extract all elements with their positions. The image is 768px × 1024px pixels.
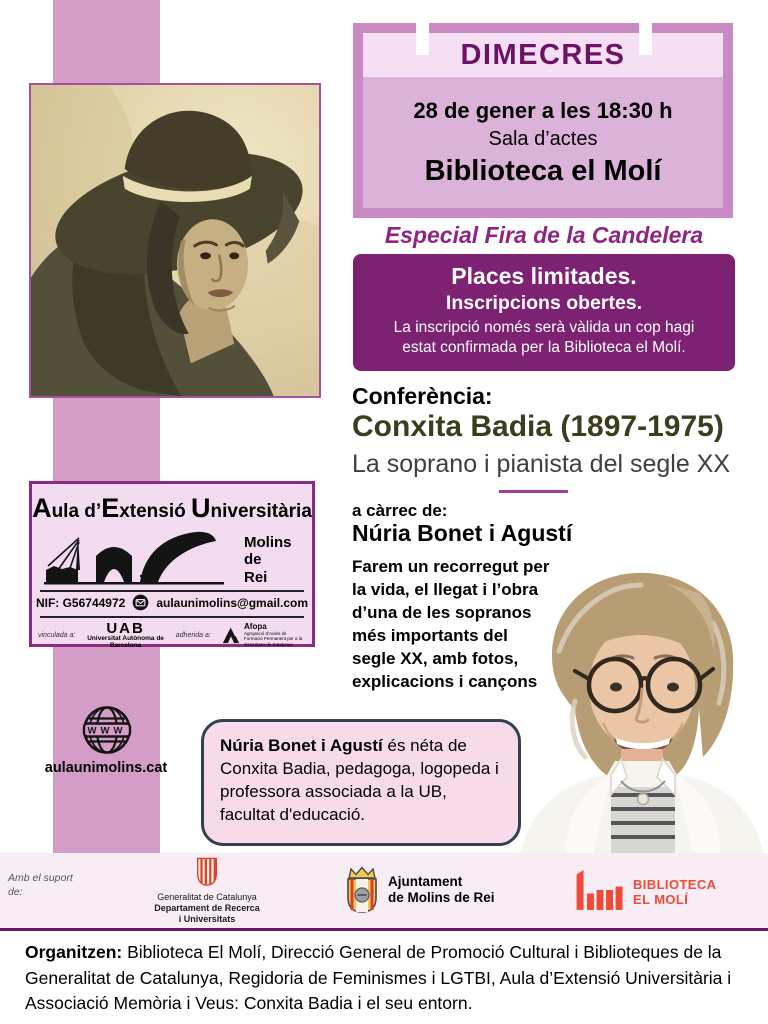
event-datetime: 28 de gener a les 18:30 h xyxy=(413,97,673,123)
event-day: DIMECRES xyxy=(460,38,626,71)
afopa-text xyxy=(244,623,306,647)
uab-name: Universitat Autònoma de Barcelona xyxy=(87,635,164,649)
event-venue: Biblioteca el Molí xyxy=(424,154,662,187)
afopa-subtext: Agrupació d’Aules de Formació Permanent per a la Gent Gran de Catalunya xyxy=(244,630,303,647)
sponsors-band xyxy=(0,853,768,931)
support-label: Amb el suport de: xyxy=(8,872,73,899)
event-room: Sala d’actes xyxy=(488,127,598,150)
organizers-paragraph xyxy=(25,940,751,1017)
speaker-bio-name: Núria Bonet i Agustí xyxy=(220,736,383,755)
ajuntament-shield-icon xyxy=(344,866,380,914)
www-globe-icon xyxy=(81,704,133,756)
biblioteca-logo xyxy=(574,866,716,914)
aula-place-line: de xyxy=(244,551,262,569)
email-icon xyxy=(132,594,149,611)
speaker-name: Núria Bonet i Agustí xyxy=(352,520,573,546)
conference-subtitle: La soprano i pianista del segle XX xyxy=(352,450,731,478)
aula-place-line: Rei xyxy=(244,568,268,586)
generalitat-shield-icon xyxy=(196,857,218,887)
organizers-label: Organitzen: xyxy=(25,942,123,962)
uab-acronym: UAB xyxy=(106,620,145,637)
special-edition-title: Especial Fira de la Candelera xyxy=(384,222,704,248)
registration-notice xyxy=(353,254,735,371)
aula-title-cap: E xyxy=(101,493,120,523)
afopa-logo xyxy=(221,623,306,647)
aula-title-cap: U xyxy=(191,493,211,523)
ajuntament-text xyxy=(388,874,495,906)
generalitat-dept-2: i Universitats xyxy=(178,913,236,924)
aula-logo-box xyxy=(29,481,315,647)
biblioteca-line: EL MOLÍ xyxy=(633,891,689,907)
event-date-card xyxy=(353,23,733,218)
notice-line-2: Inscripcions obertes. xyxy=(445,292,643,314)
biblioteca-bars-icon xyxy=(574,866,626,914)
speaker-bio-text: és néta de Conxita Badia, pedagoga, logopeda i professora associada a la UB, facultat d'educació. xyxy=(220,736,499,824)
conference-title xyxy=(352,410,724,444)
aula-nif: NIF: G56744972 xyxy=(35,595,126,610)
generalitat-dept-1: Departament de Recerca xyxy=(154,902,260,913)
bridge-logo-icon xyxy=(44,526,224,586)
afopa-name: Afopa xyxy=(244,621,267,631)
ajuntament-line: de Molins de Rei xyxy=(388,890,495,905)
subject-name: Conxita Badia xyxy=(352,410,553,443)
aula-title-part: niversitària xyxy=(210,501,312,522)
biblioteca-text xyxy=(633,878,716,914)
sepia-portrait-illustration xyxy=(31,85,319,396)
aula-title-part: ula d’ xyxy=(51,501,102,522)
calendar-body xyxy=(363,77,723,208)
ajuntament-logo xyxy=(344,866,495,914)
conference-label: Conferència: xyxy=(352,383,493,409)
calendar-tab-icon xyxy=(416,21,429,55)
aula-title-cap: A xyxy=(32,493,52,523)
generalitat-logo xyxy=(145,857,269,924)
generalitat-name: Generalitat de Catalunya xyxy=(157,892,257,902)
aula-contact-row xyxy=(32,594,312,611)
aula-email: aulaunimolins@gmail.com xyxy=(156,595,309,610)
linked-label: vinculada a: xyxy=(38,631,76,639)
www-label: WWW xyxy=(87,725,127,737)
speaker-bio-box xyxy=(201,719,521,846)
conxita-badia-photo xyxy=(29,83,321,398)
aula-place xyxy=(244,534,292,586)
by-label: a càrrec de: xyxy=(352,501,448,520)
organizers-text: Biblioteca El Molí, Direcció General de Promoció Cultural i Biblioteques de la Generalitat de Catalunya, Regidoria de Feminismes i LGTBI, Aula d’Extensió Universitària i Associació Memòria i Veus: Conxita Badia i el seu entorn. xyxy=(25,942,732,1014)
aula-title-part: xtensió xyxy=(119,501,192,522)
adhered-label: adherida a: xyxy=(175,631,211,639)
aula-place-line: Molins xyxy=(244,534,292,551)
afopa-icon xyxy=(221,625,241,645)
aula-affiliations xyxy=(38,621,306,649)
conference-description: Farem un recorregut per la vida, el llegat i l’obra d’una de les sopranos més importants del segle XX, amb fotos, explicacions i cançons xyxy=(352,557,550,691)
notice-line-1: Places limitades. xyxy=(451,263,637,289)
rule-line xyxy=(40,616,304,618)
purple-divider xyxy=(499,490,568,493)
rule-line xyxy=(40,590,304,592)
aula-title xyxy=(32,493,312,524)
ajuntament-line: Ajuntament xyxy=(388,873,463,889)
notice-body: La inscripció només serà vàlida un cop hagi estat confirmada per la Biblioteca el Molí. xyxy=(393,319,695,357)
biblioteca-line: BIBLIOTECA xyxy=(633,877,717,893)
speaker-portrait-illustration xyxy=(515,551,768,853)
calendar-tab-icon xyxy=(639,21,652,55)
subject-years: (1897-1975) xyxy=(552,410,724,443)
website-url: aulaunimolins.cat xyxy=(44,760,168,776)
nuria-bonet-photo xyxy=(515,551,768,853)
uab-logo xyxy=(86,621,166,649)
